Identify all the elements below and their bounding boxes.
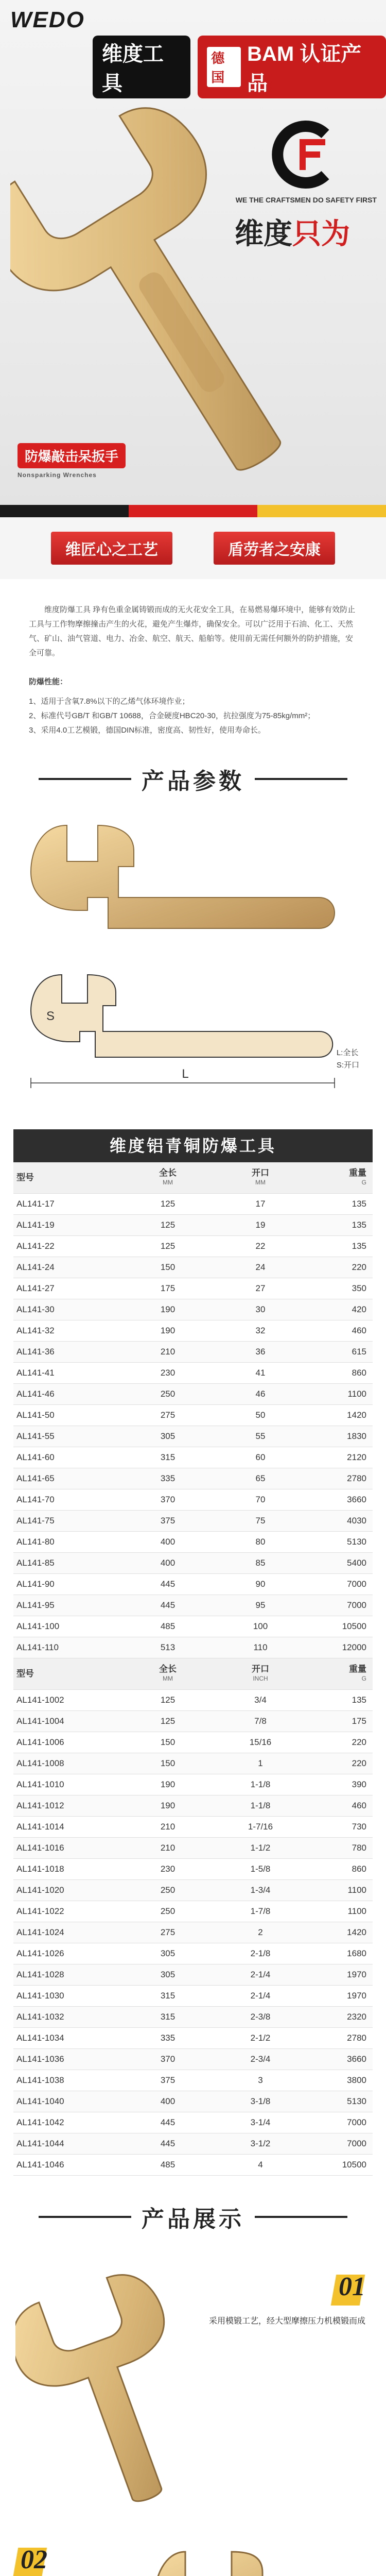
feature-item: 3、采用4.0工艺模锻，德国DIN标准，密度高、韧性好，使用寿命长。 (29, 726, 266, 735)
cell-weight: 135 (307, 1194, 373, 1215)
cell-model: AL141-1002 (13, 1690, 121, 1711)
brand-pill: 维度工具 (93, 36, 190, 98)
cell-length: 335 (121, 2028, 214, 2049)
cell-weight: 420 (307, 1299, 373, 1320)
cell-opening: 85 (214, 1553, 307, 1574)
spec-table-title: 维度铝青铜防爆工具 (13, 1129, 373, 1162)
cell-length: 305 (121, 1426, 214, 1447)
table-header-row (13, 1162, 373, 1194)
showcase-section-head (0, 2186, 386, 2248)
cell-length: 230 (121, 1363, 214, 1384)
table-row (13, 1986, 373, 2007)
cell-length: 250 (121, 1384, 214, 1405)
table-row (13, 1753, 373, 1774)
table-row (13, 1511, 373, 1532)
col-header-model: 型号 (13, 1162, 121, 1194)
cell-model: AL141-1046 (13, 2155, 121, 2176)
cell-opening: 1-1/2 (214, 1838, 307, 1859)
cell-opening: 2 (214, 1922, 307, 1943)
cell-model: AL141-17 (13, 1194, 121, 1215)
cell-length: 210 (121, 1342, 214, 1363)
legend-L: L:全长 (336, 1048, 359, 1057)
cell-opening: 3-1/4 (214, 2112, 307, 2133)
cell-model: AL141-19 (13, 1215, 121, 1236)
tricolor-divider (0, 505, 386, 517)
cell-model: AL141-1040 (13, 2091, 121, 2112)
dim-S-label: S (46, 1009, 55, 1023)
showcase-desc: 采用模锻工艺，经大型摩擦压力机模锻而成 (208, 2317, 365, 2326)
showcase-list (0, 2248, 386, 2576)
cell-length: 230 (121, 1859, 214, 1880)
cell-opening: 1-1/8 (214, 1774, 307, 1795)
cell-opening: 100 (214, 1616, 307, 1637)
product-intro (0, 579, 386, 748)
brand-logo[interactable]: WEDO (10, 7, 85, 32)
cell-weight: 1970 (307, 1964, 373, 1986)
cell-length: 305 (121, 1964, 214, 1986)
cell-model: AL141-1038 (13, 2070, 121, 2091)
cell-opening: 30 (214, 1299, 307, 1320)
feature-item: 1、适用于含氧7.8%以下的乙烯气体环境作业； (29, 697, 190, 706)
product-name-banner (17, 443, 126, 479)
table-row (13, 2133, 373, 2155)
cell-length: 335 (121, 1468, 214, 1489)
cell-opening: 55 (214, 1426, 307, 1447)
cell-weight: 1420 (307, 1922, 373, 1943)
table-row (13, 2070, 373, 2091)
wedo-c-logo-icon (269, 118, 341, 191)
dim-L-label: L (182, 1067, 189, 1081)
legend-S: S:开口 (336, 1061, 359, 1070)
cell-opening: 15/16 (214, 1732, 307, 1753)
cell-weight: 1830 (307, 1426, 373, 1447)
cell-model: AL141-1004 (13, 1711, 121, 1732)
cell-opening: 36 (214, 1342, 307, 1363)
cell-weight: 220 (307, 1753, 373, 1774)
table-row (13, 1859, 373, 1880)
cell-opening: 3/4 (214, 1690, 307, 1711)
cell-opening: 50 (214, 1405, 307, 1426)
showcase-item-1 (0, 2248, 386, 2521)
dimension-diagram (21, 810, 365, 1129)
table-row (13, 1342, 373, 1363)
cell-model: AL141-1022 (13, 1901, 121, 1922)
cell-opening: 32 (214, 1320, 307, 1342)
cell-opening: 90 (214, 1574, 307, 1595)
cell-opening: 2-1/8 (214, 1943, 307, 1964)
cell-model: AL141-1034 (13, 2028, 121, 2049)
table-row (13, 2049, 373, 2070)
cell-model: AL141-1008 (13, 1753, 121, 1774)
tagline-cn (235, 211, 350, 252)
cell-weight: 5400 (307, 1553, 373, 1574)
cell-weight: 3660 (307, 1489, 373, 1511)
cell-length: 210 (121, 1817, 214, 1838)
cell-weight: 12000 (307, 1637, 373, 1658)
features-title: 防爆性能： (29, 677, 68, 686)
table-row (13, 1795, 373, 1817)
cell-opening: 3 (214, 2070, 307, 2091)
cell-length: 275 (121, 1405, 214, 1426)
cell-opening: 2-1/4 (214, 1964, 307, 1986)
cell-opening: 2-3/8 (214, 2007, 307, 2028)
cell-weight: 135 (307, 1236, 373, 1257)
cell-opening: 24 (214, 1257, 307, 1278)
table-row (13, 1774, 373, 1795)
cell-weight: 135 (307, 1690, 373, 1711)
col-header-length: 全长 MM (121, 1658, 214, 1690)
showcase-number: 01 (339, 2272, 365, 2301)
cell-model: AL141-22 (13, 1236, 121, 1257)
cell-weight: 2120 (307, 1447, 373, 1468)
spec-table-inch (13, 1658, 373, 2176)
cell-length: 485 (121, 2155, 214, 2176)
cell-length: 175 (121, 1278, 214, 1299)
feature-item: 2、标准代号GB/T 和GB/T 10688，合金硬度HBC20-30，抗拉强度为75-85kg/mm²； (29, 711, 315, 720)
table-row (13, 1838, 373, 1859)
cell-weight: 135 (307, 1215, 373, 1236)
table-row (13, 1817, 373, 1838)
cell-opening: 1-1/8 (214, 1795, 307, 1817)
table-row (13, 1405, 373, 1426)
table-row (13, 1922, 373, 1943)
cell-weight: 350 (307, 1278, 373, 1299)
col-header-weight: 重量 G (307, 1162, 373, 1194)
cell-opening: 19 (214, 1215, 307, 1236)
tagline-cn-b: 只为 (292, 217, 350, 250)
table-row (13, 1880, 373, 1901)
table-row (13, 1553, 373, 1574)
cell-model: AL141-1030 (13, 1986, 121, 2007)
cell-length: 315 (121, 1447, 214, 1468)
cell-opening: 1 (214, 1753, 307, 1774)
cell-weight: 175 (307, 1711, 373, 1732)
cell-weight: 7000 (307, 1595, 373, 1616)
table-row (13, 2028, 373, 2049)
cell-length: 315 (121, 1986, 214, 2007)
cell-model: AL141-1012 (13, 1795, 121, 1817)
cell-model: AL141-1032 (13, 2007, 121, 2028)
table-row (13, 1384, 373, 1405)
cell-opening: 3-1/8 (214, 2091, 307, 2112)
cell-model: AL141-41 (13, 1363, 121, 1384)
cell-length: 125 (121, 1690, 214, 1711)
cell-opening: 60 (214, 1447, 307, 1468)
cell-model: AL141-1018 (13, 1859, 121, 1880)
table-row (13, 1426, 373, 1447)
cell-opening: 7/8 (214, 1711, 307, 1732)
cell-length: 150 (121, 1732, 214, 1753)
cell-weight: 1100 (307, 1880, 373, 1901)
cell-model: AL141-1036 (13, 2049, 121, 2070)
cell-opening: 110 (214, 1637, 307, 1658)
cell-weight: 7000 (307, 2133, 373, 2155)
showcase-item-2 (0, 2521, 386, 2576)
cell-length: 315 (121, 2007, 214, 2028)
table-row (13, 1943, 373, 1964)
cell-model: AL141-70 (13, 1489, 121, 1511)
cell-model: AL141-1024 (13, 1922, 121, 1943)
wrench-photo-2 (154, 2531, 371, 2576)
cell-weight: 860 (307, 1859, 373, 1880)
cell-model: AL141-110 (13, 1637, 121, 1658)
cell-model: AL141-95 (13, 1595, 121, 1616)
cell-model: AL141-50 (13, 1405, 121, 1426)
cell-weight: 220 (307, 1257, 373, 1278)
cell-opening: 1-3/4 (214, 1880, 307, 1901)
features-list (29, 694, 357, 738)
cell-weight: 615 (307, 1342, 373, 1363)
cell-weight: 5130 (307, 1532, 373, 1553)
cell-model: AL141-1026 (13, 1943, 121, 1964)
product-name-en: Nonsparking Wrenches (17, 471, 97, 479)
table-row (13, 2007, 373, 2028)
table-row (13, 1278, 373, 1299)
table-row (13, 1489, 373, 1511)
table-row (13, 2091, 373, 2112)
col-header-weight: 重量 G (307, 1658, 373, 1690)
wrench-photo-1 (15, 2263, 201, 2511)
germany-tag: 德国 (207, 47, 241, 87)
cell-weight: 2780 (307, 1468, 373, 1489)
slogan-right: 盾劳者之安康 (214, 532, 335, 565)
dimension-wrench-drawing (21, 810, 365, 1129)
spec-table-metric (13, 1162, 373, 1658)
table-row (13, 1468, 373, 1489)
cell-weight: 2780 (307, 2028, 373, 2049)
table-row (13, 1320, 373, 1342)
table-row (13, 1595, 373, 1616)
cell-length: 150 (121, 1257, 214, 1278)
cell-length: 305 (121, 1943, 214, 1964)
cell-length: 370 (121, 2049, 214, 2070)
cell-length: 190 (121, 1320, 214, 1342)
cell-weight: 780 (307, 1838, 373, 1859)
cell-model: AL141-27 (13, 1278, 121, 1299)
cell-weight: 1970 (307, 1986, 373, 2007)
cell-model: AL141-32 (13, 1320, 121, 1342)
cell-length: 445 (121, 1595, 214, 1616)
table-row (13, 1257, 373, 1278)
cell-length: 250 (121, 1880, 214, 1901)
cell-opening: 27 (214, 1278, 307, 1299)
cell-opening: 3-1/2 (214, 2133, 307, 2155)
cell-opening: 17 (214, 1194, 307, 1215)
cell-weight: 460 (307, 1795, 373, 1817)
cell-opening: 1-7/8 (214, 1901, 307, 1922)
cell-length: 400 (121, 2091, 214, 2112)
cell-length: 125 (121, 1236, 214, 1257)
table-row (13, 1964, 373, 1986)
product-name-cn: 防爆敲击呆扳手 (17, 443, 126, 468)
cell-opening: 2-1/2 (214, 2028, 307, 2049)
cell-weight: 2320 (307, 2007, 373, 2028)
params-section-head (0, 748, 386, 810)
cell-weight: 3800 (307, 2070, 373, 2091)
table-row (13, 1637, 373, 1658)
table-row (13, 1690, 373, 1711)
cell-length: 375 (121, 2070, 214, 2091)
table-row (13, 1363, 373, 1384)
cell-weight: 3660 (307, 2049, 373, 2070)
cell-length: 125 (121, 1711, 214, 1732)
cell-weight: 7000 (307, 1574, 373, 1595)
cell-length: 210 (121, 1838, 214, 1859)
cell-opening: 70 (214, 1489, 307, 1511)
cell-weight: 4030 (307, 1511, 373, 1532)
cell-weight: 460 (307, 1320, 373, 1342)
table-row (13, 1236, 373, 1257)
cell-model: AL141-80 (13, 1532, 121, 1553)
table-row (13, 1194, 373, 1215)
table-row (13, 1616, 373, 1637)
showcase-title: 产品展示 (142, 2207, 244, 2232)
cell-opening: 46 (214, 1384, 307, 1405)
cell-weight: 10500 (307, 1616, 373, 1637)
cell-weight: 390 (307, 1774, 373, 1795)
intro-paragraph: 维度防爆工具 琤有色重金属铸锻而成的无火花安全工具，在易燃易爆环境中，能够有效防止工具与工作物摩擦撞击产生的火花，避免产生爆炸，确保安全。可以广泛用于石油、化工、天然气、矿山、油气管道、电力、冶金、航空、航天、船舶等。使用前无需任何额外的防护措施，安全可靠。 (29, 605, 356, 657)
cell-length: 275 (121, 1922, 214, 1943)
cell-model: AL141-1016 (13, 1838, 121, 1859)
cell-length: 250 (121, 1901, 214, 1922)
cell-model: AL141-1010 (13, 1774, 121, 1795)
cell-model: AL141-46 (13, 1384, 121, 1405)
params-title: 产品参数 (142, 769, 244, 794)
cell-model: AL141-1044 (13, 2133, 121, 2155)
cell-model: AL141-36 (13, 1342, 121, 1363)
cell-length: 190 (121, 1795, 214, 1817)
cell-model: AL141-1042 (13, 2112, 121, 2133)
cell-model: AL141-75 (13, 1511, 121, 1532)
col-header-model: 型号 (13, 1658, 121, 1690)
showcase-number: 02 (21, 2545, 47, 2574)
cell-weight: 5130 (307, 2091, 373, 2112)
dimension-legend (337, 1047, 359, 1072)
cell-opening: 75 (214, 1511, 307, 1532)
cell-length: 485 (121, 1616, 214, 1637)
table-row (13, 1711, 373, 1732)
cell-length: 370 (121, 1489, 214, 1511)
cell-model: AL141-1006 (13, 1732, 121, 1753)
hero-wrench-image (10, 77, 299, 500)
cell-model: AL141-100 (13, 1616, 121, 1637)
table-row (13, 1732, 373, 1753)
slogan-bar (0, 517, 386, 579)
table-row (13, 1447, 373, 1468)
cell-opening: 2-1/4 (214, 1986, 307, 2007)
cell-length: 150 (121, 1753, 214, 1774)
cell-opening: 95 (214, 1595, 307, 1616)
cell-model: AL141-1028 (13, 1964, 121, 1986)
cell-model: AL141-65 (13, 1468, 121, 1489)
table-row (13, 1901, 373, 1922)
cell-model: AL141-60 (13, 1447, 121, 1468)
col-header-opening: 开口 MM (214, 1162, 307, 1194)
bam-text: BAM 认证产品 (247, 43, 362, 95)
cell-opening: 22 (214, 1236, 307, 1257)
cell-length: 445 (121, 2133, 214, 2155)
table-row (13, 1215, 373, 1236)
cell-weight: 1100 (307, 1384, 373, 1405)
cell-model: AL141-1014 (13, 1817, 121, 1838)
cell-weight: 7000 (307, 2112, 373, 2133)
cell-opening: 80 (214, 1532, 307, 1553)
cell-model: AL141-1020 (13, 1880, 121, 1901)
cell-length: 445 (121, 2112, 214, 2133)
cell-model: AL141-24 (13, 1257, 121, 1278)
cell-length: 400 (121, 1553, 214, 1574)
cell-model: AL141-30 (13, 1299, 121, 1320)
cell-opening: 4 (214, 2155, 307, 2176)
cell-length: 190 (121, 1774, 214, 1795)
cell-model: AL141-85 (13, 1553, 121, 1574)
table-row (13, 1532, 373, 1553)
table-row (13, 1299, 373, 1320)
cell-model: AL141-55 (13, 1426, 121, 1447)
table-row (13, 2112, 373, 2133)
cell-length: 125 (121, 1215, 214, 1236)
tagline-cn-a: 维度 (235, 217, 292, 250)
cell-opening: 65 (214, 1468, 307, 1489)
cell-length: 125 (121, 1194, 214, 1215)
cell-length: 400 (121, 1532, 214, 1553)
table-header-row (13, 1658, 373, 1690)
col-header-opening: 开口 INCH (214, 1658, 307, 1690)
cell-length: 445 (121, 1574, 214, 1595)
cell-opening: 2-3/4 (214, 2049, 307, 2070)
cell-weight: 1420 (307, 1405, 373, 1426)
col-header-length: 全长 MM (121, 1162, 214, 1194)
cell-weight: 1100 (307, 1901, 373, 1922)
cell-length: 375 (121, 1511, 214, 1532)
cell-weight: 1680 (307, 1943, 373, 1964)
cell-weight: 860 (307, 1363, 373, 1384)
cell-opening: 41 (214, 1363, 307, 1384)
cell-length: 513 (121, 1637, 214, 1658)
cell-opening: 1-5/8 (214, 1859, 307, 1880)
cell-length: 190 (121, 1299, 214, 1320)
table-row (13, 2155, 373, 2176)
cell-weight: 10500 (307, 2155, 373, 2176)
tagline-en: WE THE CRAFTSMEN DO SAFETY FIRST (235, 196, 377, 204)
cell-opening: 1-7/16 (214, 1817, 307, 1838)
cell-weight: 730 (307, 1817, 373, 1838)
hero-section (0, 0, 386, 505)
table-row (13, 1574, 373, 1595)
cell-weight: 220 (307, 1732, 373, 1753)
cell-model: AL141-90 (13, 1574, 121, 1595)
slogan-left: 维匠心之工艺 (51, 532, 172, 565)
